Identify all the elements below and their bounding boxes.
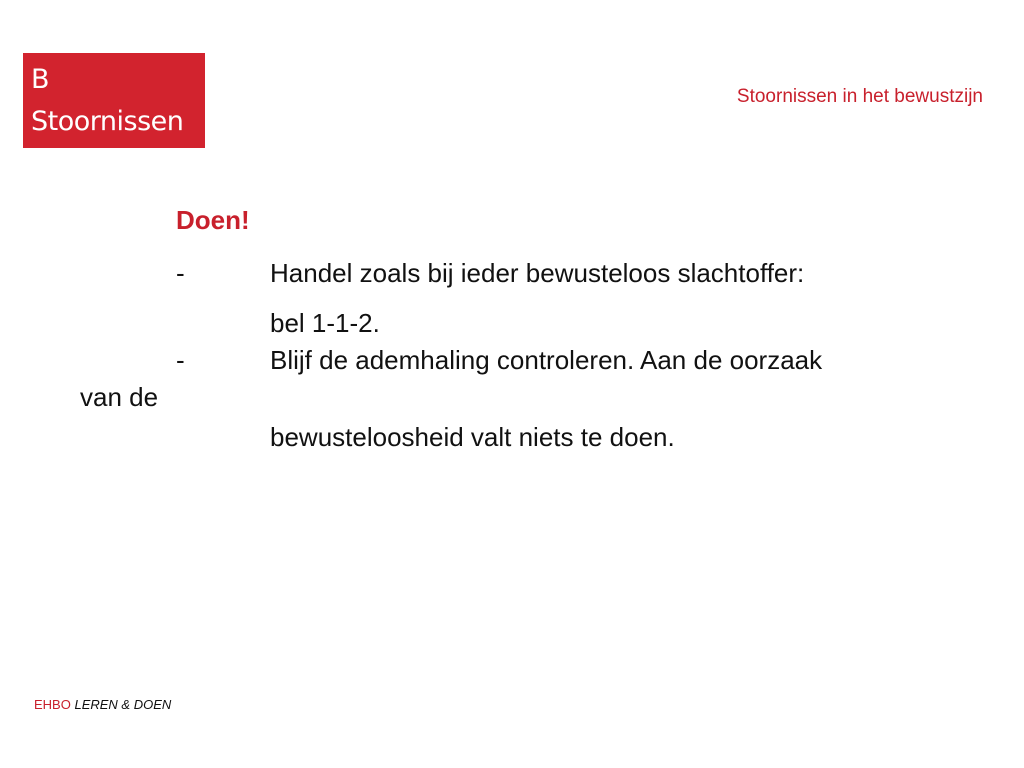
bullet-text-line: bewusteloosheid valt niets te doen. (270, 422, 675, 452)
logo-title: Stoornissen (31, 106, 184, 137)
section-title: Stoornissen in het bewustzijn (736, 86, 983, 107)
bullet-text-line: Blijf de ademhaling controleren. Aan de oorzaak (270, 345, 823, 375)
bullet-marker: - (176, 345, 185, 375)
slide-heading: Doen! (176, 205, 250, 235)
footer-tagline: LEREN & DOEN (74, 697, 172, 712)
bullet-text-line: bel 1-1-2. (270, 308, 380, 338)
logo-letter: B (31, 64, 50, 95)
bullet-text-wrap: van de (80, 382, 159, 412)
footer-brand: EHBO (34, 697, 71, 712)
bullet-marker: - (176, 258, 185, 288)
footer (34, 697, 171, 713)
bullet-text-line: Handel zoals bij ieder bewusteloos slachtoffer: (270, 258, 805, 288)
